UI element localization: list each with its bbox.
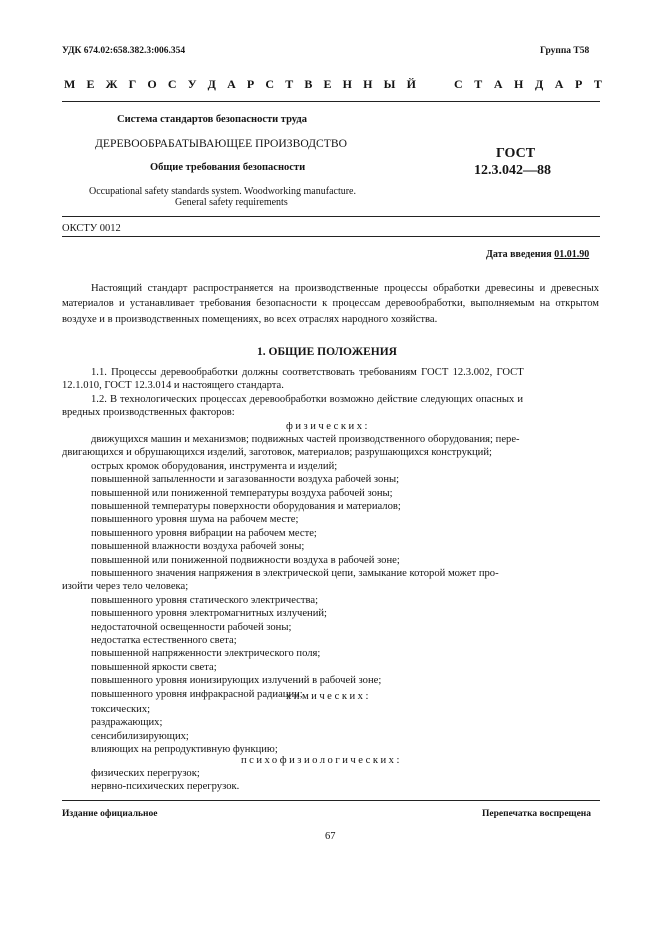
- banner-left-letter: Р: [246, 77, 255, 91]
- factor-item: недостатка естественного света;: [91, 635, 237, 646]
- banner-left-letter: С: [265, 77, 275, 91]
- gost-label: ГОСТ: [496, 146, 536, 161]
- banner-right-word: [454, 78, 602, 92]
- page-number: 67: [325, 831, 336, 842]
- factor-item: повышенной или пониженной температуры воздуха рабочей зоны;: [91, 487, 393, 499]
- physical-heading: физических:: [286, 421, 370, 432]
- group-code: Группа Т58: [540, 46, 590, 56]
- clause-1-1-line1: 1.1. Процессы деревообработки должны соответствовать требованиям ГОСТ 12.3.002, ГОСТ: [91, 367, 524, 378]
- factor-item: повышенной запыленности и загазованности воздуха рабочей зоны;: [91, 474, 400, 486]
- clause-1-2-line1: 1.2. В технологических процессах деревообработки возможно действие следующих опасных и: [91, 394, 523, 405]
- banner-left-letter: У: [187, 77, 197, 91]
- clause-1-1-line2: 12.1.010, ГОСТ 12.3.014 и настоящего стандарта.: [62, 380, 284, 391]
- footer-reprint: Перепечатка воспрещена: [482, 809, 592, 819]
- banner-right-letter: А: [554, 77, 564, 91]
- factor-item: повышенной яркости света;: [91, 661, 217, 673]
- factor-item: повышенного уровня ионизирующих излучений в рабочей зоне;: [91, 675, 382, 687]
- factor-item: нервно-психических перегрузок.: [91, 781, 240, 793]
- title-rule: [62, 216, 600, 217]
- banner-left-letter: Ы: [383, 77, 396, 91]
- english-title-line2: General safety requirements: [175, 197, 288, 208]
- banner-right-letter: Р: [575, 77, 583, 91]
- banner-left-letter: Й: [406, 77, 416, 91]
- banner-left-letter: Ж: [105, 77, 118, 91]
- clause-1-2-line2: вредных производственных факторов:: [62, 407, 235, 418]
- banner-left-letter: А: [227, 77, 236, 91]
- gost-number: 12.3.042—88: [474, 163, 551, 178]
- banner-right-letter: Н: [514, 77, 524, 91]
- factor-item: раздражающих;: [91, 717, 163, 729]
- banner-left-word: [64, 78, 416, 92]
- english-title-line1: Occupational safety standards system. Woodworking manufacture.: [89, 186, 356, 197]
- udk-code: УДК 674.02:658.382.3:006.354: [62, 46, 186, 56]
- banner-left-letter: Д: [207, 77, 216, 91]
- factor-item: острых кромок оборудования, инструмента и изделий;: [91, 460, 338, 472]
- banner-right-letter: Т: [474, 77, 483, 91]
- banner-left-letter: О: [147, 77, 157, 91]
- banner-left-letter: Е: [86, 77, 95, 91]
- system-title: Система стандартов безопасности труда: [117, 114, 307, 125]
- banner-left-letter: Е: [323, 77, 332, 91]
- intro-date-value: 01.01.90: [554, 249, 590, 260]
- intro-date: [486, 249, 589, 261]
- banner-right-letter: Д: [534, 77, 544, 91]
- banner-left-letter: Н: [363, 77, 373, 91]
- factor-item: сенсибилизирующих;: [91, 730, 189, 742]
- okstu-rule: [62, 236, 600, 237]
- factor-item: повышенного уровня вибрации на рабочем месте;: [91, 527, 317, 539]
- factor-item: повышенной напряженности электрического поля;: [91, 648, 321, 660]
- intro-date-label: Дата введения: [486, 249, 552, 260]
- banner-left-letter: Г: [128, 77, 137, 91]
- chemical-heading: химических:: [286, 691, 371, 702]
- factor-item: двигающихся и обрушающихся изделий, заготовок, материалов; разрушающихся конструкций;: [62, 447, 492, 459]
- factor-item: недостаточной освещенности рабочей зоны;: [91, 621, 292, 633]
- factor-item: физических перегрузок;: [91, 768, 200, 779]
- banner-left-letter: В: [304, 77, 313, 91]
- psycho-heading: психофизиологических:: [241, 755, 402, 766]
- factor-item: повышенного значения напряжения в электрической цепи, замыкание которой может про-: [91, 568, 499, 579]
- factor-item: повышенной температуры поверхности оборудования и материалов;: [91, 501, 401, 512]
- footer-rule: [62, 800, 600, 801]
- factor-item: токсических;: [91, 704, 151, 715]
- factor-item: изойти через тело человека;: [62, 581, 189, 593]
- factor-item: влияющих на репродуктивную функцию;: [91, 744, 278, 756]
- banner-left-letter: М: [64, 77, 76, 91]
- okstu-code: ОКСТУ 0012: [62, 223, 121, 234]
- banner-right-letter: С: [454, 77, 463, 91]
- factor-item: повышенного уровня статического электричества;: [91, 594, 319, 606]
- section-title: 1. ОБЩИЕ ПОЛОЖЕНИЯ: [257, 346, 397, 358]
- main-title: ДЕРЕВООБРАБАТЫВАЮЩЕЕ ПРОИЗВОДСТВО: [95, 137, 347, 150]
- subtitle: Общие требования безопасности: [150, 162, 306, 173]
- banner-left-letter: С: [167, 77, 177, 91]
- factor-item: повышенной влажности воздуха рабочей зоны;: [91, 541, 305, 553]
- banner-right-letter: Т: [593, 77, 602, 91]
- factor-item: повышенного уровня инфракрасной радиации;: [91, 688, 303, 700]
- factor-item: движущихся машин и механизмов; подвижных частей производственного оборудования; пере-: [91, 434, 520, 445]
- footer-official: Издание официальное: [62, 809, 158, 819]
- banner-rule: [62, 101, 600, 102]
- intro-paragraph: Настоящий стандарт распространяется на производственные процессы обработки древесины и древесных материалов и устанавливает требования безопасности к процессам деревообработки, выполняемым на открытом воздухе и в производственных помещениях, во всех отраслях народного хозяйства.: [62, 283, 599, 325]
- banner-left-letter: Т: [285, 77, 294, 91]
- factor-item: повышенной или пониженной подвижности воздуха в рабочей зоне;: [91, 554, 400, 566]
- factor-item: повышенного уровня шума на рабочем месте;: [91, 514, 299, 526]
- standard-banner: [64, 78, 602, 92]
- banner-left-letter: Н: [342, 77, 352, 91]
- banner-right-letter: А: [493, 77, 503, 91]
- factor-item: повышенного уровня электромагнитных излучений;: [91, 608, 327, 620]
